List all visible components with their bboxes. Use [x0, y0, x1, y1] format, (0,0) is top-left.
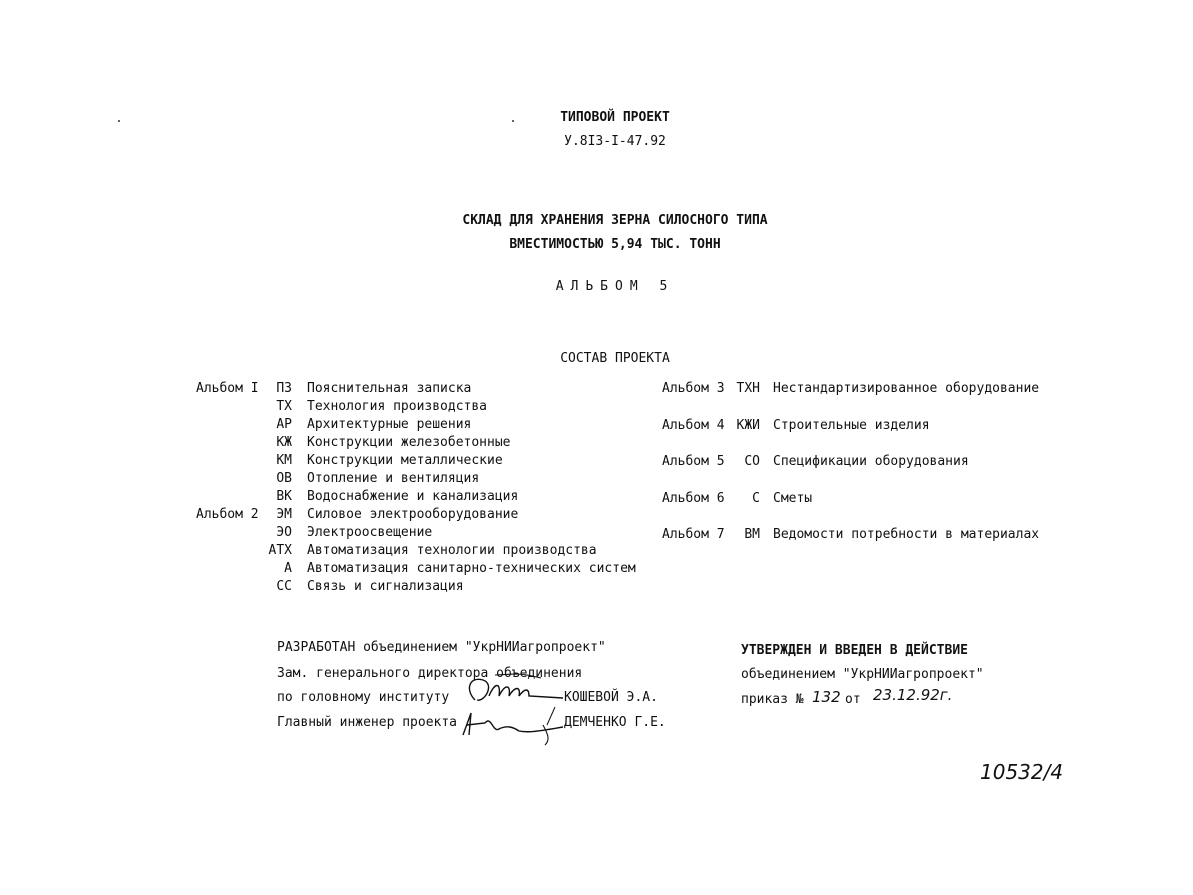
archive-number: 10532/4: [980, 760, 1064, 784]
developed-line-4-name: ДЕМЧЕНКО Г.Е.: [564, 715, 666, 730]
approved-order-from: от: [845, 692, 861, 707]
title-line-1: СКЛАД ДЛЯ ХРАНЕНИЯ ЗЕРНА СИЛОСНОГО ТИПА: [462, 213, 768, 228]
section-code: АТХ: [268, 543, 292, 558]
section-code: ТХН: [736, 381, 760, 396]
developed-line-4-label: Главный инженер проекта: [277, 715, 458, 730]
section-title: СОСТАВ ПРОЕКТА: [560, 351, 670, 366]
section-code: ВМ: [744, 527, 760, 542]
album-label: Альбом 7: [662, 527, 725, 542]
signature-koshevoy: [455, 670, 570, 710]
section-code: А: [284, 561, 292, 576]
signature-demchenko: [455, 705, 570, 750]
section-name: Технология производства: [307, 399, 488, 414]
section-name: Архитектурные решения: [307, 417, 472, 432]
section-name: Конструкции металлические: [307, 453, 503, 468]
developed-line-3-name: КОШЕВОЙ Э.А.: [564, 690, 658, 705]
section-name: Автоматизация санитарно-технических систем: [307, 561, 636, 576]
section-name: Сметы: [773, 490, 813, 506]
developed-line-1: РАЗРАБОТАН объединением "УкрНИИагропроект": [277, 640, 606, 655]
section-code: КЖ: [276, 435, 292, 450]
section-code: КМ: [276, 453, 292, 468]
section-name: Конструкции железобетонные: [307, 435, 511, 450]
approved-order-label: приказ №: [741, 692, 804, 707]
section-name: Спецификации оборудования: [773, 454, 969, 469]
album-label: Альбом I: [196, 381, 259, 396]
album-label: Альбом 6: [662, 490, 725, 506]
section-name: Ведомости потребности в материалах: [773, 527, 1040, 542]
section-code: ВК: [276, 489, 292, 504]
section-name: Строительные изделия: [773, 417, 930, 433]
section-code: ЭО: [276, 525, 292, 540]
section-code: ЭМ: [276, 507, 292, 522]
album-label: Альбом 2: [196, 507, 259, 522]
album-label: Альбом 4: [662, 417, 725, 433]
album-label: Альбом 5: [662, 454, 725, 469]
section-name: Связь и сигнализация: [307, 579, 464, 594]
section-name: Автоматизация технологии производства: [307, 543, 597, 558]
developed-line-2: Зам. генерального директора объединения: [277, 666, 583, 681]
title-line-2: ВМЕСТИМОСТЬЮ 5,94 ТЫС. ТОНН: [509, 237, 721, 252]
section-name: Нестандартизированное оборудование: [773, 381, 1040, 396]
section-name: Отопление и вентиляция: [307, 471, 480, 486]
developed-line-3-label: по головному институту: [277, 690, 450, 705]
section-code: СО: [744, 454, 760, 469]
album-label: Альбом 3: [662, 381, 725, 396]
doc-number: У.8I3-I-47.92: [564, 134, 666, 149]
approved-order-number: 132: [812, 688, 841, 706]
album-number: АЛЬБОМ 5: [555, 279, 675, 294]
section-code: С: [752, 490, 760, 506]
approved-line-2: объединением "УкрНИИагропроект": [741, 667, 984, 682]
approved-order-date: 23.12.92г.: [873, 686, 953, 704]
section-code: КЖИ: [736, 417, 760, 433]
approved-line-1: УТВЕРЖДЕН И ВВЕДЕН В ДЕЙСТВИЕ: [741, 643, 968, 658]
section-name: Водоснабжение и канализация: [307, 489, 519, 504]
doc-type: ТИПОВОЙ ПРОЕКТ: [560, 110, 670, 125]
section-name: Пояснительная записка: [307, 381, 472, 396]
section-name: Электроосвещение: [307, 525, 433, 540]
section-code: ПЗ: [276, 381, 292, 396]
composition-right-list: [0, 380, 1193, 560]
section-code: ОВ: [276, 471, 292, 486]
section-code: АР: [276, 417, 292, 432]
section-name: Силовое электрооборудование: [307, 507, 519, 522]
section-code: СС: [276, 579, 292, 594]
section-code: ТХ: [276, 399, 292, 414]
